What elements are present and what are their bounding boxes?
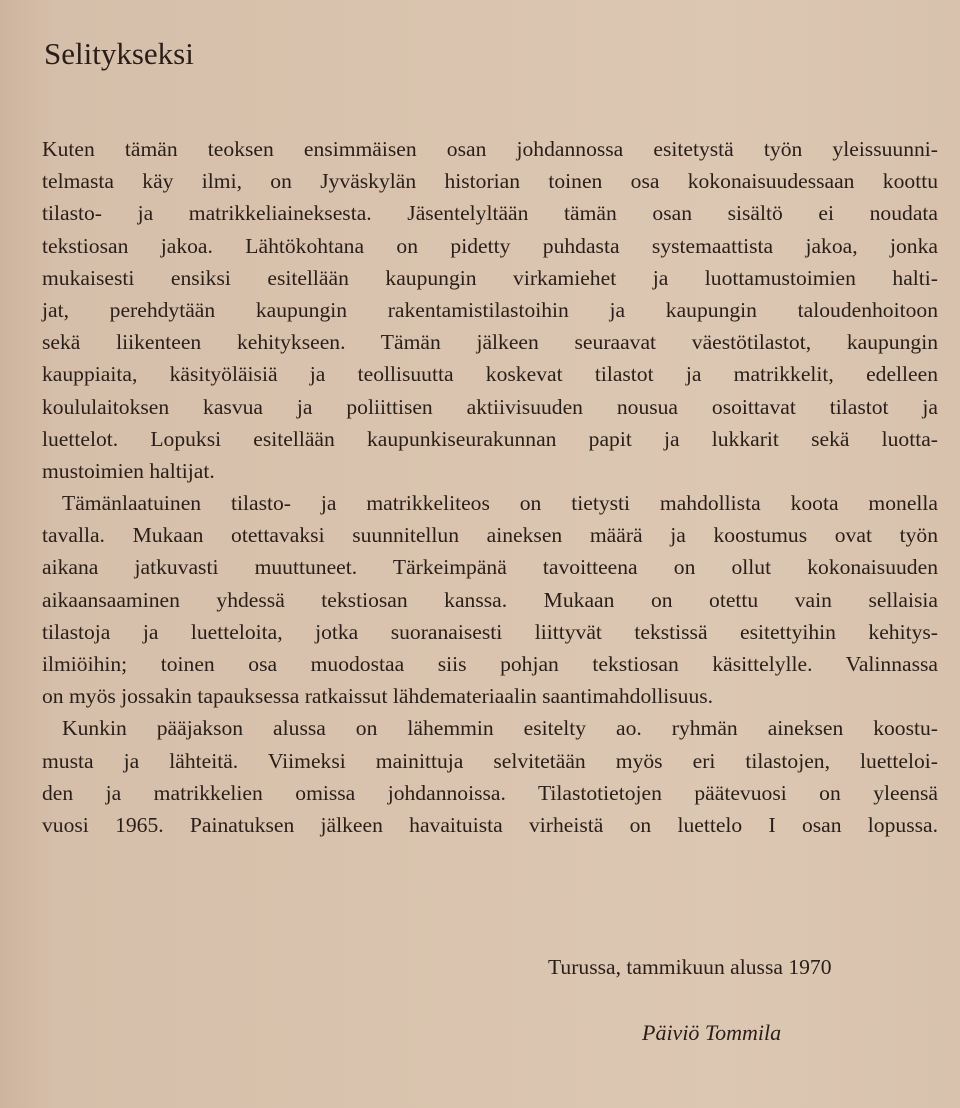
text-line: den ja matrikkelien omissa johdannoissa. Tilastotietojen päätevuosi on yleensä [42, 780, 938, 805]
text-line: Kuten tämän teoksen ensimmäisen osan johdannossa esitetystä työn yleissuunni- [42, 137, 938, 161]
body-text [42, 133, 938, 841]
text-line: luettelot. Lopuksi esitellään kaupunkiseurakunnan papit ja lukkarit sekä luotta- [42, 426, 938, 451]
text-line: mustoimien haltijat. [42, 458, 215, 483]
text-line: telmasta käy ilmi, on Jyväskylän historian toinen osa kokonaisuudessaan koottu [42, 169, 938, 194]
text-line: Kunkin pääjakson alussa on lähemmin esitelty ao. ryhmän aineksen koostu- [62, 716, 938, 741]
signoff-author: Päiviö Tommila [642, 1020, 782, 1045]
page-title: Selitykseksi [44, 36, 194, 71]
text-line: sekä liikenteen kehitykseen. Tämän jälkeen seuraavat väestötilastot, kaupungin [42, 330, 938, 355]
text-line: koululaitoksen kasvua ja poliittisen aktiivisuuden nousua osoittavat tilastot ja [42, 394, 938, 419]
text-line: vuosi 1965. Painatuksen jälkeen havaituista virheistä on luettelo I osan lopussa. [42, 812, 938, 837]
paragraph-3 [42, 712, 938, 841]
text-line: aikaansaaminen yhdessä tekstiosan kanssa. Mukaan on otettu vain sellaisia [42, 587, 938, 612]
text-line: jat, perehdytään kaupungin rakentamistilastoihin ja kaupungin taloudenhoitoon [42, 297, 938, 322]
text-line: mukaisesti ensiksi esitellään kaupungin virkamiehet ja luottamustoimien halti- [42, 265, 938, 290]
text-line: aikana jatkuvasti muuttuneet. Tärkeimpänä tavoitteena on ollut kokonaisuuden [42, 555, 938, 580]
text-line: tekstiosan jakoa. Lähtökohtana on pidetty puhdasta systemaattista jakoa, jonka [42, 233, 938, 258]
signoff-place-date: Turussa, tammikuun alussa 1970 [548, 955, 832, 979]
text-line: Tämänlaatuinen tilasto- ja matrikkeliteos on tietysti mahdollista koota monella [62, 491, 938, 516]
text-line: ilmiöihin; toinen osa muodostaa siis pohjan tekstiosan käsittelylle. Valinnassa [42, 652, 938, 676]
text-line: tilastoja ja luetteloita, jotka suoranaisesti liittyvät tekstissä esitettyihin kehitys- [42, 619, 938, 644]
text-line: musta ja lähteitä. Viimeksi mainittuja selvitetään myös eri tilastojen, luetteloi- [42, 748, 938, 773]
text-line: tilasto- ja matrikkeliaineksesta. Jäsentelyltään tämän osan sisältö ei noudata [42, 201, 938, 226]
text-line: kauppiaita, käsityöläisiä ja teollisuutta koskevat tilastot ja matrikkelit, edelleen [42, 362, 938, 387]
paragraph-1 [42, 133, 938, 487]
text-line: on myös jossakin tapauksessa ratkaissut lähdemateriaalin saantimahdollisuus. [42, 684, 714, 709]
text-line: tavalla. Mukaan otettavaksi suunnitellun aineksen määrä ja koostumus ovat työn [42, 523, 938, 548]
paragraph-2 [42, 487, 938, 712]
